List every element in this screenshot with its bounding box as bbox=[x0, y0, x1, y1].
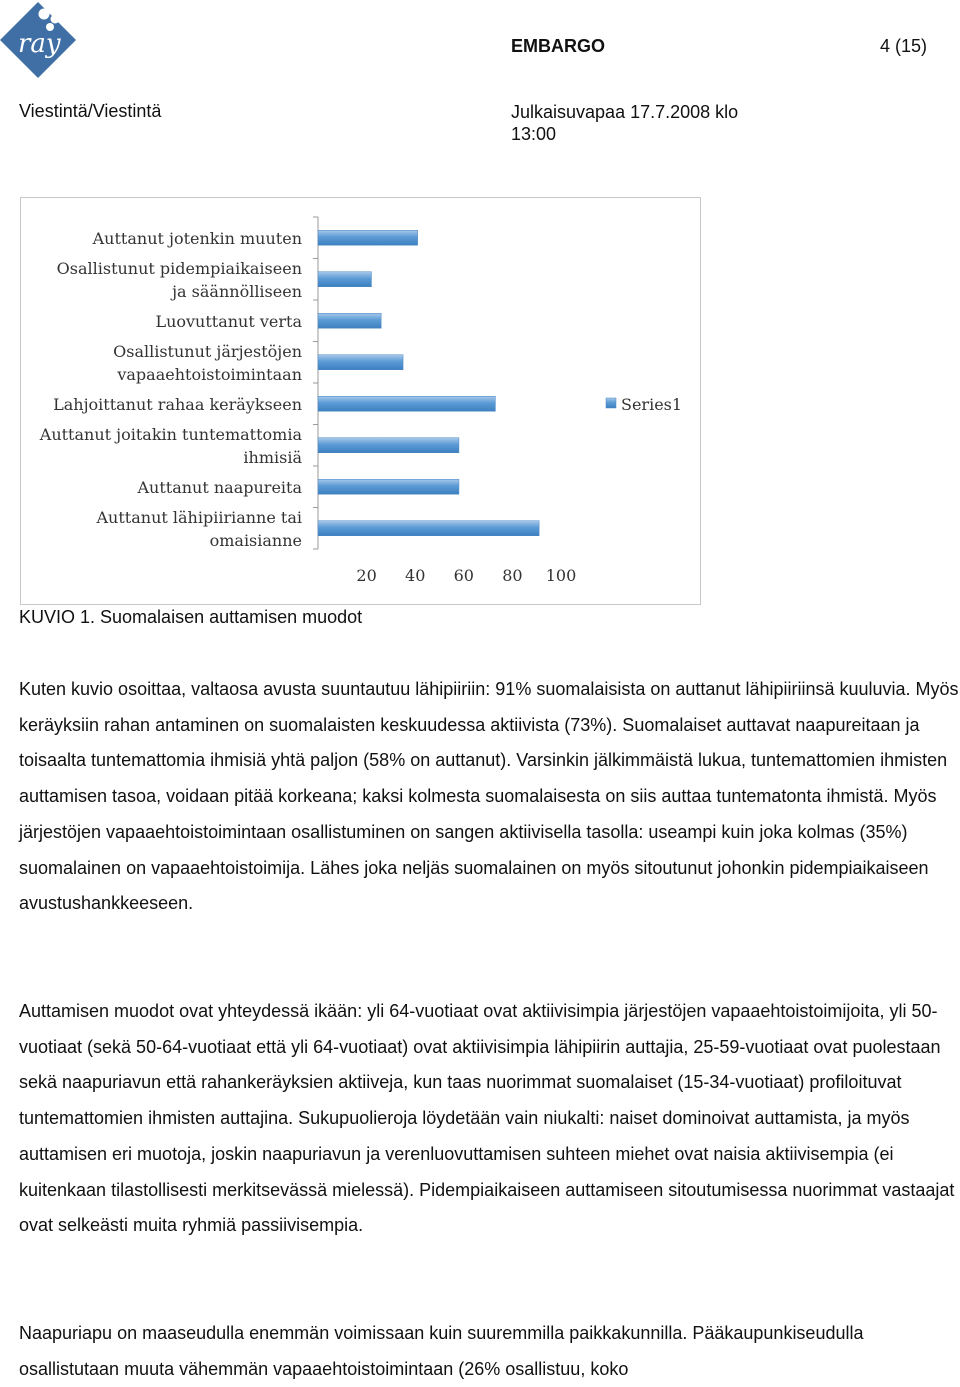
category-label: omaisianne bbox=[209, 530, 302, 550]
category-label: Osallistunut pidempiaikaiseen bbox=[56, 258, 302, 278]
logo-text: ray bbox=[18, 29, 61, 59]
bar bbox=[318, 479, 459, 494]
category-label: Auttanut jotenkin muuten bbox=[92, 228, 302, 248]
x-tick-label: 20 bbox=[356, 566, 377, 585]
category-label: Auttanut naapureita bbox=[137, 477, 302, 497]
bar-chart bbox=[20, 197, 701, 605]
logo-dot bbox=[51, 15, 60, 24]
bar bbox=[318, 355, 403, 370]
category-label: Auttanut lähipiirianne tai bbox=[96, 507, 302, 527]
legend-swatch bbox=[606, 398, 616, 408]
category-label: vapaaehtoistoimintaan bbox=[117, 364, 302, 384]
category-label: ja säännölliseen bbox=[172, 281, 302, 301]
category-label: Osallistunut järjestöjen bbox=[113, 341, 302, 361]
logo-dot bbox=[39, 9, 50, 20]
category-label: ihmisiä bbox=[243, 447, 302, 467]
x-tick-label: 40 bbox=[405, 566, 426, 585]
bar bbox=[318, 313, 381, 328]
figure-caption: KUVIO 1. Suomalaisen auttamisen muodot bbox=[19, 607, 363, 627]
category-label: Luovuttanut verta bbox=[155, 311, 302, 331]
bar bbox=[318, 272, 371, 287]
chart-svg bbox=[20, 197, 701, 605]
bar bbox=[318, 438, 459, 453]
ray-logo bbox=[0, 0, 82, 82]
bar bbox=[318, 396, 495, 411]
x-tick-label: 60 bbox=[453, 566, 474, 585]
x-tick-label: 80 bbox=[502, 566, 523, 585]
x-tick-label: 100 bbox=[545, 566, 577, 585]
embargo-label: EMBARGO bbox=[511, 36, 605, 56]
legend-label: Series1 bbox=[621, 395, 683, 414]
category-label: Lahjoittanut rahaa keräykseen bbox=[53, 394, 302, 414]
paragraph-2: Auttamisen muodot ovat yhteydessä ikään: yli 64-vuotiaat ovat aktiivisimpia järjestöjen vapaaehtoistoimijoita, yli 50-vuotiaat (sekä 50-64-vuotiaat että yli 64-vuotiaat) ovat aktiivisimpia lähipiirin auttajia, 25-59-vuotiaat ovat puolestaan sekä naapuriavun että rahankeräyksien aktiiveja, kun taas nuorimmat suomalaiset (15-34-vuotiaat) profiloituvat tuntemattomien ihmisten auttajina. Sukupuolieroja löydetään vain niukalti: naiset dominoivat auttamista, ja myös auttamisen eri muotoja, joskin naapuriavun ja verenluovuttamisen suhteen miehet ovat naisia aktiivisempia (ei kuitenkaan tilastollisesti merkitsevässä mielessä). Pidempiaikaiseen auttamiseen sitoutumisessa nuorimmat vastaajat ovat selkeästi muita ryhmiä passiivisempia. bbox=[19, 1001, 955, 1236]
page-number: 4 (15) bbox=[880, 36, 928, 56]
release-line-2: 13:00 bbox=[511, 124, 557, 144]
release-line-1: Julkaisuvapaa 17.7.2008 klo bbox=[511, 102, 739, 122]
bar bbox=[318, 521, 539, 536]
category-label: Auttanut joitakin tuntemattomia bbox=[39, 424, 302, 444]
paragraph-3: Naapuriapu on maaseudulla enemmän voimissaan kuin suuremmilla paikkakunnilla. Pääkaupunkiseudulla osallistutaan muuta vähemmän vapaaehtoistoimintaan (26% osallistuu, koko bbox=[19, 1323, 864, 1379]
paragraph-1: Kuten kuvio osoittaa, valtaosa avusta suuntautuu lähipiiriin: 91% suomalaisista on auttanut lähipiiriinsä kuuluvia. Myös keräyksiin rahan antaminen on suomalaisten keskuudessa aktiivista (73%). Suomalaiset auttavat naapureitaan ja toisaalta tuntemattomia ihmisiä yhtä paljon (58% on auttanut). Varsinkin jälkimmäistä lukua, tuntemattomien ihmisten auttamisen tasoa, voidaan pitää korkeana; kaksi kolmesta suomalaisesta on siis auttaa tuntematonta ihmistä. Myös järjestöjen vapaaehtoistoimintaan osallistuminen on sangen aktiivisella tasolla: useampi kuin joka kolmas (35%) suomalainen on vapaaehtoistoimija. Lähes joka neljäs suomalainen on myös sitoutunut johonkin pidempiaikaiseen avustushankkeeseen. bbox=[19, 679, 959, 914]
bar bbox=[318, 230, 418, 245]
department: Viestintä/Viestintä bbox=[19, 101, 162, 121]
release-info bbox=[511, 101, 771, 145]
